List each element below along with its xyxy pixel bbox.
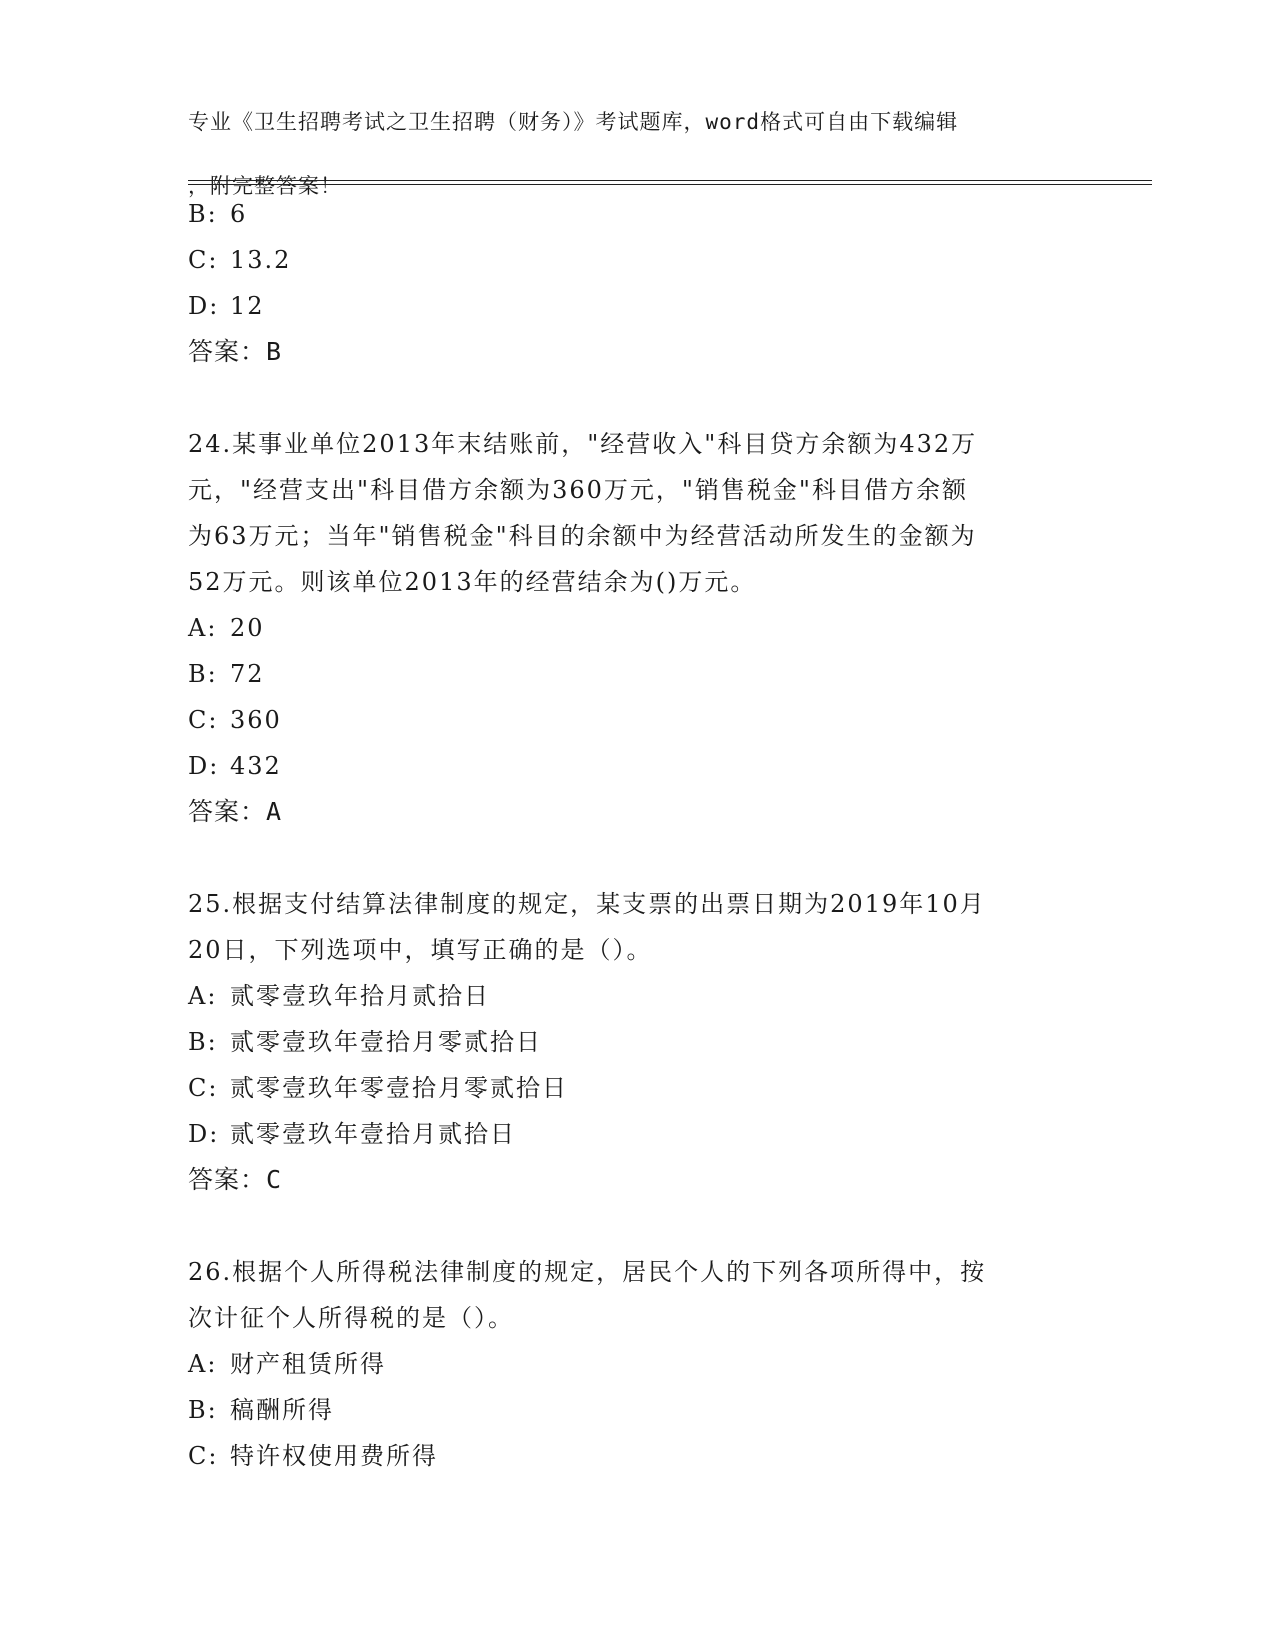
answer-label: 答案： [188,1165,267,1194]
option-key: D: [188,1120,220,1148]
option-a [188,973,1088,1019]
option-c [188,697,1088,743]
option-b [188,1019,1088,1065]
option-c [188,237,1088,283]
option-key: C: [188,706,219,734]
option-c [188,1433,1088,1479]
answer-label: 答案： [188,797,267,826]
option-a [188,605,1088,651]
option-d [188,743,1088,789]
option-key: B: [188,660,218,688]
option-b [188,651,1088,697]
option-text: 特许权使用费所得 [230,1442,438,1470]
option-key: C: [188,1442,219,1470]
option-text: 13.2 [230,246,292,274]
question-text-line: 26.根据个人所得税法律制度的规定，居民个人的下列各项所得中，按 [188,1258,987,1286]
answer-line [188,329,1088,375]
answer-value: C [266,1165,283,1194]
option-text: 360 [230,706,282,734]
question-26 [188,1249,1088,1479]
option-key: A: [188,1350,218,1378]
option-text: 432 [230,752,282,780]
option-text: 财产租赁所得 [230,1350,386,1378]
question-text-line: 元，"经营支出"科目借方余额为360万元，"销售税金"科目借方余额 [188,476,968,504]
option-text: 72 [230,660,265,688]
option-text: 贰零壹玖年零壹拾月零贰拾日 [230,1074,568,1102]
question-25 [188,881,1088,1203]
option-text: 贰零壹玖年壹拾月零贰拾日 [230,1028,542,1056]
option-text: 稿酬所得 [230,1396,334,1424]
answer-value: A [266,797,283,826]
question-text-line: 24.某事业单位2013年末结账前，"经营收入"科目贷方余额为432万 [188,430,978,458]
answer-line [188,1157,1088,1203]
option-b [188,191,1088,237]
option-key: B: [188,1028,218,1056]
option-key: C: [188,246,219,274]
option-c [188,1065,1088,1111]
question-text-line: 25.根据支付结算法律制度的规定，某支票的出票日期为2019年10月 [188,890,986,918]
question-text-line: 52万元。则该单位2013年的经营结余为()万元。 [188,568,757,596]
option-key: B: [188,1396,218,1424]
answer-value: B [266,337,283,366]
option-text: 6 [230,200,248,228]
option-b [188,1387,1088,1433]
question-text-line: 20日，下列选项中，填写正确的是（）。 [188,936,653,964]
option-d [188,283,1088,329]
answer-line [188,789,1088,835]
option-key: D: [188,752,220,780]
option-text: 贰零壹玖年拾月贰拾日 [230,982,490,1010]
question-24 [188,421,1088,835]
question-text-line: 次计征个人所得税的是（）。 [188,1304,514,1332]
document-body [188,191,1088,1479]
option-text: 20 [230,614,265,642]
header-line-2: ，附完整答案！ [188,174,342,198]
option-key: B: [188,200,218,228]
header-divider-bottom [188,184,1152,185]
answer-label: 答案： [188,337,267,366]
option-key: A: [188,614,218,642]
option-text: 贰零壹玖年壹拾月贰拾日 [230,1120,516,1148]
option-text: 12 [230,292,265,320]
option-a [188,1341,1088,1387]
option-key: D: [188,292,220,320]
header-line-1: 专业《卫生招聘考试之卫生招聘（财务）》考试题库，word格式可自由下载编辑 [188,110,959,134]
option-key: A: [188,982,218,1010]
option-d [188,1111,1088,1157]
question-23-continued [188,191,1088,375]
question-text-line: 为63万元；当年"销售税金"科目的余额中为经营活动所发生的金额为 [188,522,977,550]
header-divider-top [188,180,1152,181]
option-key: C: [188,1074,219,1102]
